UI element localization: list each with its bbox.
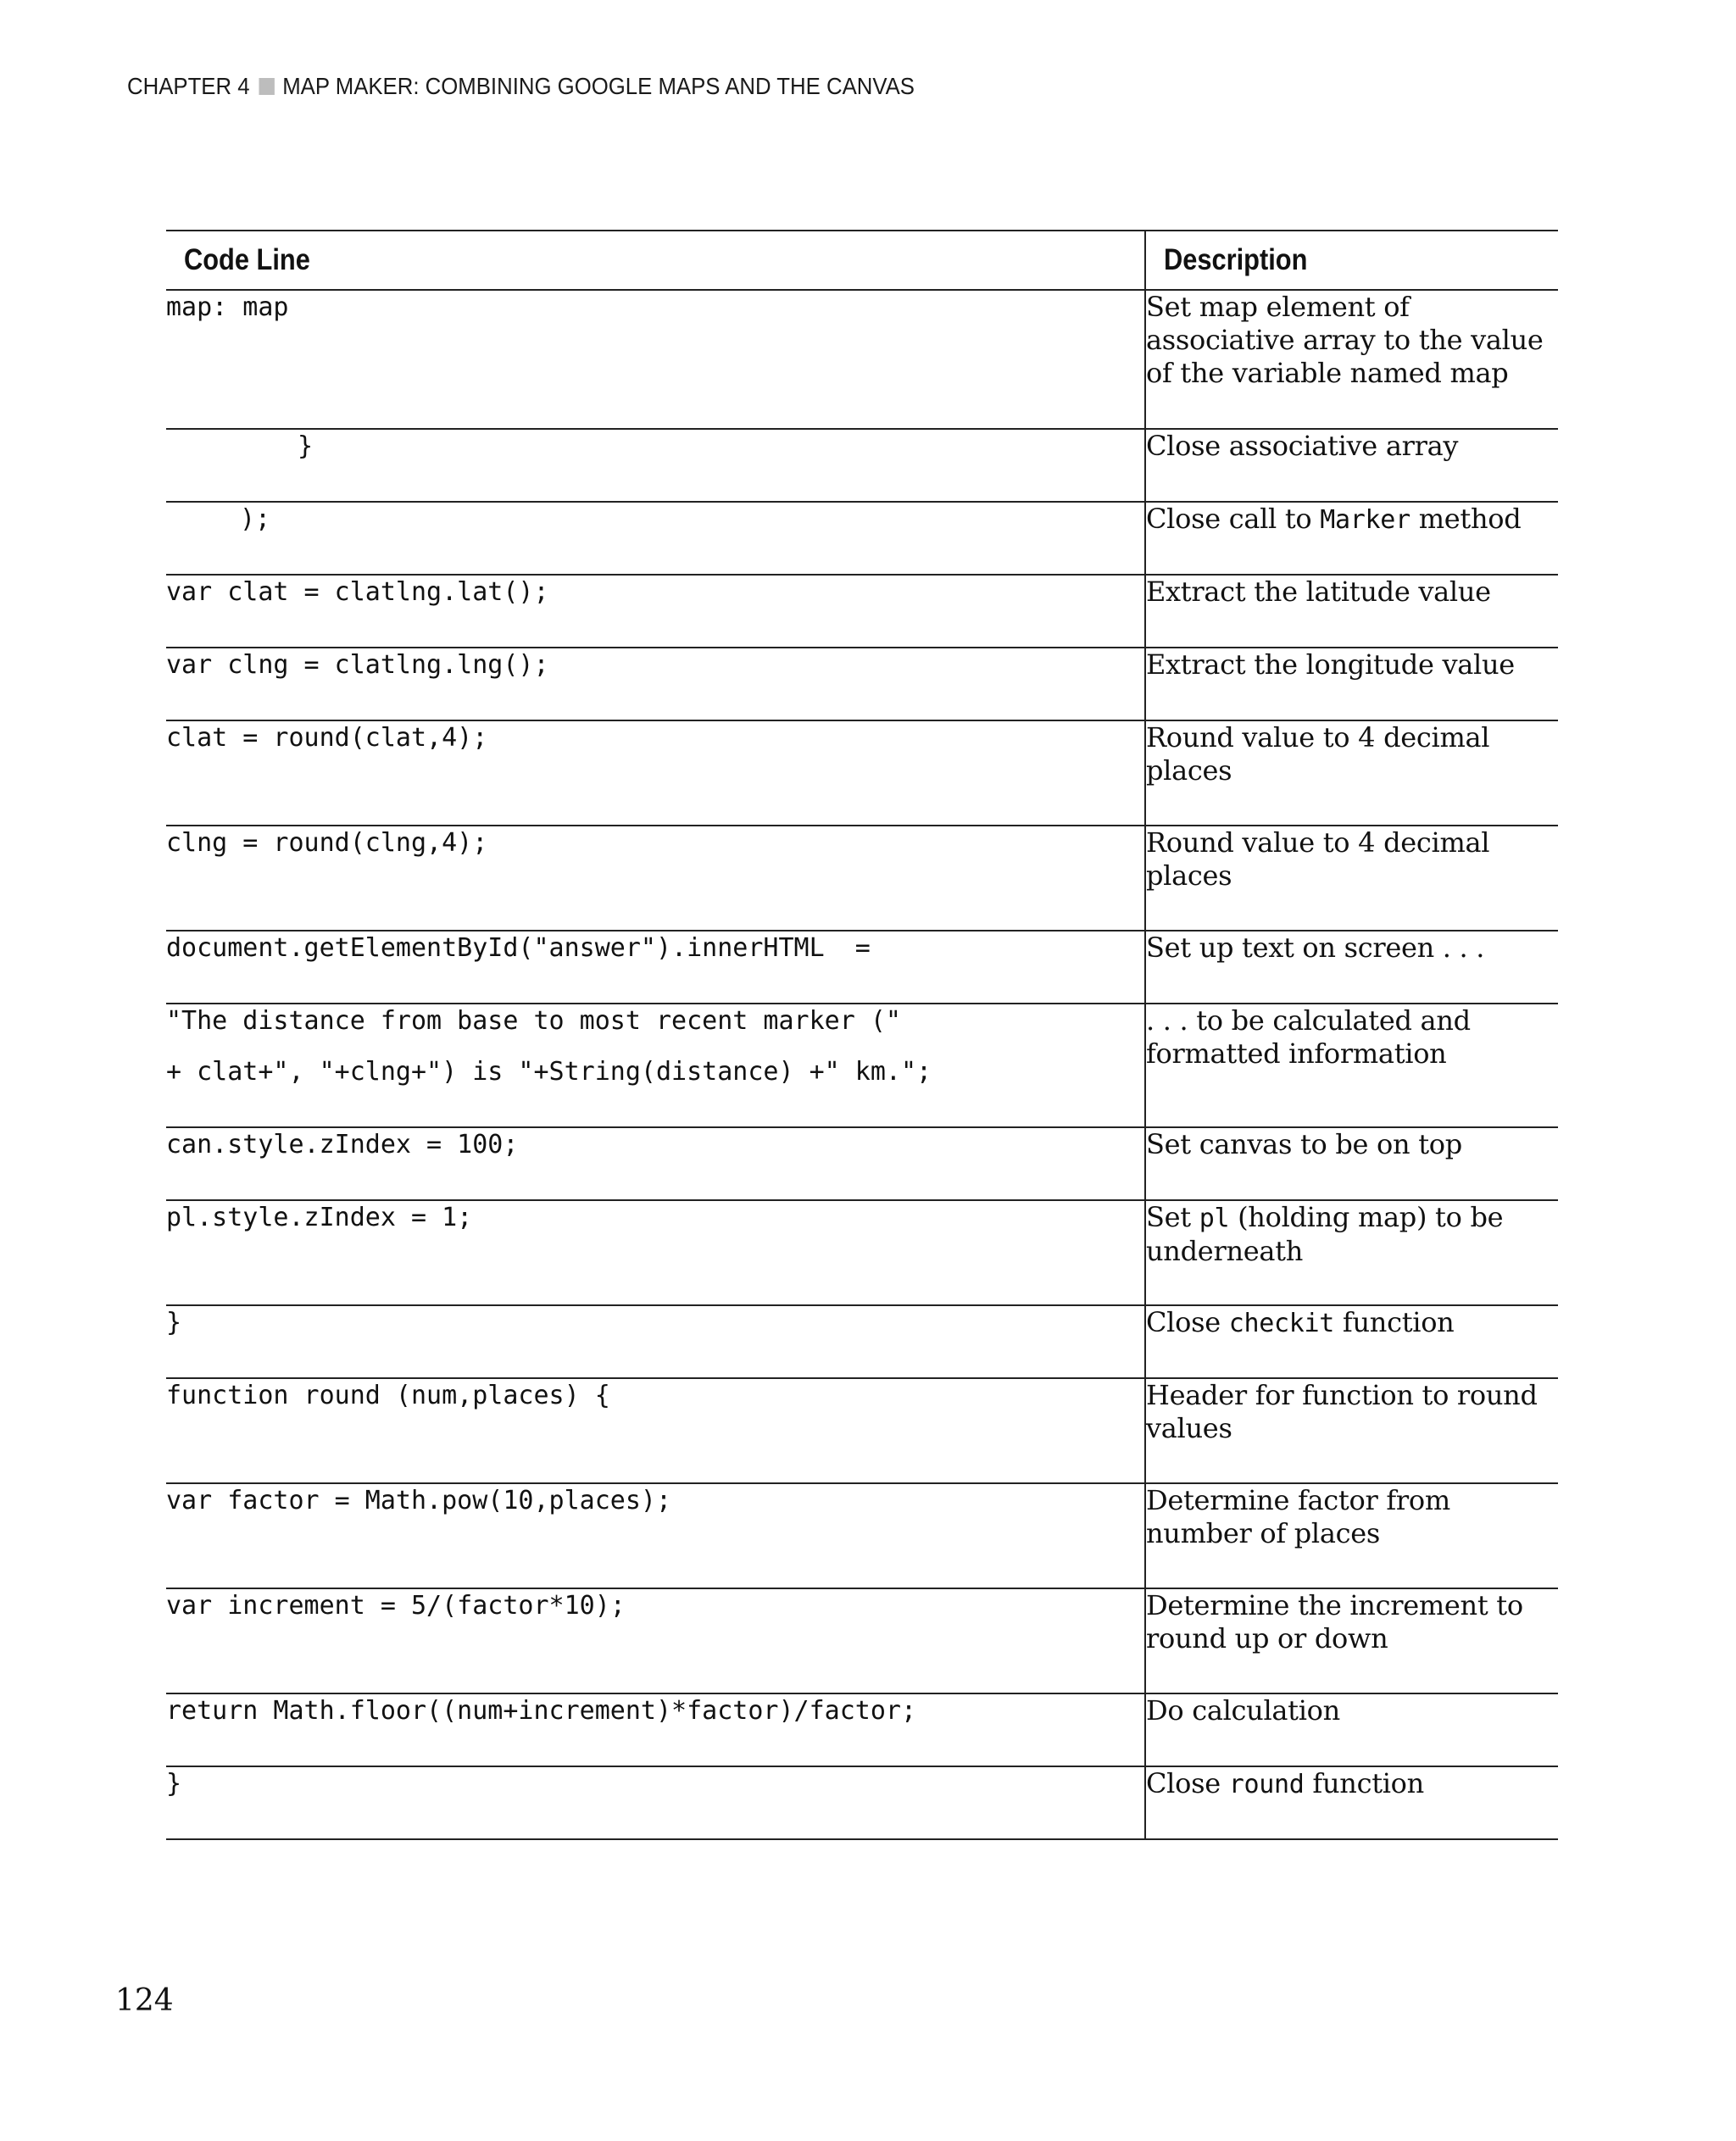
table-row [166,290,1558,429]
table-row [166,429,1558,502]
table-row [166,1766,1558,1839]
description-cell: Close call to Marker method [1145,502,1558,575]
inline-code: checkit [1228,1309,1335,1338]
code-cell [166,1004,1145,1127]
table-row [166,931,1558,1004]
table-row [166,1378,1558,1483]
description-cell: Extract the longitude value [1145,648,1558,720]
code-cell: clat = round(clat,4); [166,720,1145,826]
code-cell: } [166,1766,1145,1839]
description-cell: Close associative array [1145,429,1558,502]
description-cell: Set canvas to be on top [1145,1127,1558,1200]
description-cell: . . . to be calculated and formatted information [1145,1004,1558,1127]
description-cell: Round value to 4 decimal places [1145,720,1558,826]
code-cell: var clat = clatlng.lat(); [166,575,1145,648]
inline-code: pl [1199,1204,1230,1233]
code-cell: clng = round(clng,4); [166,826,1145,931]
table-row [166,1483,1558,1588]
table-row [166,1305,1558,1378]
table-row [166,575,1558,648]
code-cell: var factor = Math.pow(10,places); [166,1483,1145,1588]
description-cell: Close round function [1145,1766,1558,1839]
table-row [166,1127,1558,1200]
code-cell: function round (num,places) { [166,1378,1145,1483]
description-cell: Do calculation [1145,1693,1558,1766]
inline-code: round [1228,1770,1305,1799]
table-row [166,1588,1558,1693]
chapter-label: CHAPTER 4 [127,73,250,99]
code-cell: var clng = clatlng.lng(); [166,648,1145,720]
code-description-table [166,230,1558,1840]
inline-code: Marker [1320,505,1410,535]
description-cell: Set map element of associative array to the value of the variable named map [1145,290,1558,429]
table-row [166,720,1558,826]
table-row [166,826,1558,931]
description-cell: Determine the increment to round up or down [1145,1588,1558,1693]
table-row [166,648,1558,720]
separator-square-icon [259,78,275,95]
description-cell: Extract the latitude value [1145,575,1558,648]
code-line: + clat+", "+clng+") is "+String(distance) +" km."; [166,1057,932,1087]
table-row [166,1004,1558,1127]
description-cell: Determine factor from number of places [1145,1483,1558,1588]
code-cell: } [166,429,1145,502]
code-cell: can.style.zIndex = 100; [166,1127,1145,1200]
code-cell: } [166,1305,1145,1378]
description-cell: Set pl (holding map) to be underneath [1145,1200,1558,1305]
code-cell: document.getElementById("answer").innerHTML = [166,931,1145,1004]
code-cell: ); [166,502,1145,575]
table-row [166,1200,1558,1305]
code-cell: return Math.floor((num+increment)*factor)/factor; [166,1693,1145,1766]
code-cell: var increment = 5/(factor*10); [166,1588,1145,1693]
page-number: 124 [115,1983,174,2018]
running-head [127,73,915,100]
description-cell: Round value to 4 decimal places [1145,826,1558,931]
table-row [166,1693,1558,1766]
header-description: Description [1145,231,1558,290]
code-line: "The distance from base to most recent marker (" [166,1006,901,1036]
table-row [166,502,1558,575]
table-header-row [166,231,1558,290]
code-cell: pl.style.zIndex = 1; [166,1200,1145,1305]
chapter-title: MAP MAKER: COMBINING GOOGLE MAPS AND THE CANVAS [282,73,915,99]
description-cell: Header for function to round values [1145,1378,1558,1483]
description-cell: Close checkit function [1145,1305,1558,1378]
description-cell: Set up text on screen . . . [1145,931,1558,1004]
code-cell: map: map [166,290,1145,429]
header-code-line: Code Line [166,231,1145,290]
